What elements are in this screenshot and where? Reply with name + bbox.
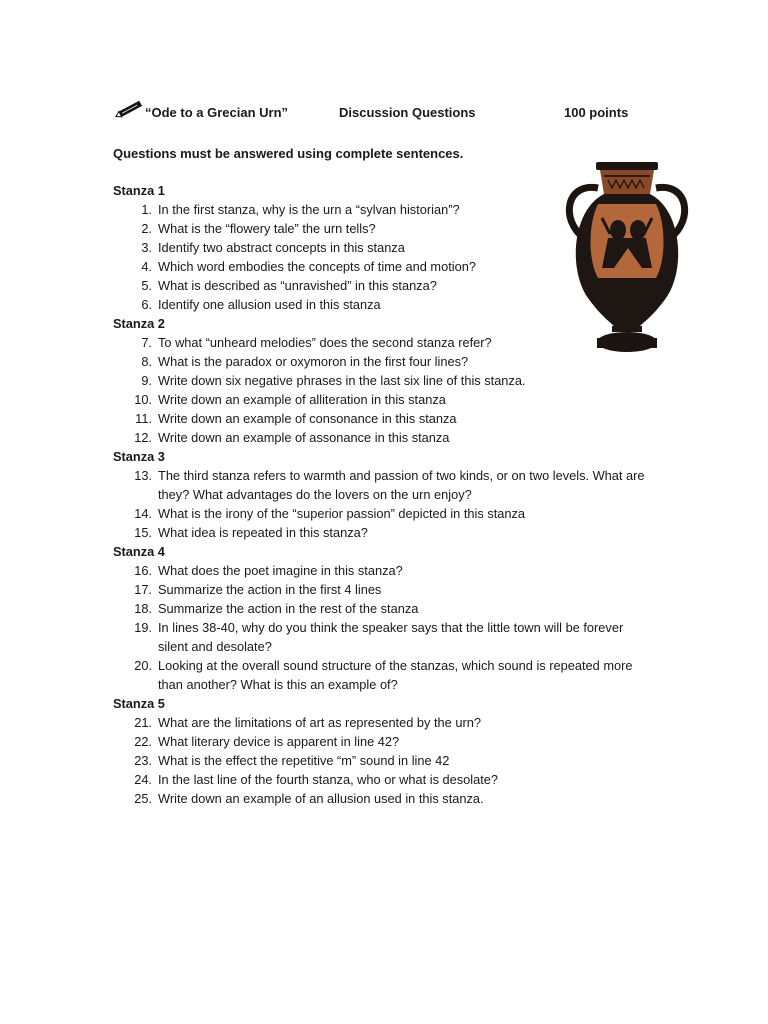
pencil-icon xyxy=(113,97,147,121)
question-number: 19. xyxy=(134,620,152,635)
question-number: 5. xyxy=(141,278,152,293)
question-text: In the first stanza, why is the urn a “sylvan historian”? xyxy=(158,202,460,217)
question-number: 24. xyxy=(134,772,152,787)
question-number: 15. xyxy=(134,525,152,540)
question-text: Identify two abstract concepts in this stanza xyxy=(158,240,405,255)
question-item xyxy=(113,656,653,694)
worksheet-subtitle: Discussion Questions xyxy=(339,105,476,120)
instructions: Questions must be answered using complete sentences. xyxy=(113,146,464,161)
question-number: 2. xyxy=(141,221,152,236)
question-text: What is the irony of the “superior passion” depicted in this stanza xyxy=(158,506,526,521)
question-text: Summarize the action in the first 4 lines xyxy=(158,582,382,597)
stanza-heading: Stanza 4 xyxy=(113,544,165,559)
question-number: 22. xyxy=(134,734,152,749)
points-label: 100 points xyxy=(564,105,629,120)
question-text: Which word embodies the concepts of time and motion? xyxy=(158,259,476,274)
question-number: 23. xyxy=(134,753,152,768)
question-item xyxy=(113,371,653,390)
question-text: What literary device is apparent in line 42? xyxy=(158,734,400,749)
stanza-heading: Stanza 2 xyxy=(113,316,165,331)
question-item xyxy=(113,770,653,789)
question-item xyxy=(113,409,653,428)
question-text: What are the limitations of art as represented by the urn? xyxy=(158,715,481,730)
question-item xyxy=(113,561,653,580)
question-text: Summarize the action in the rest of the stanza xyxy=(158,601,419,616)
stanza-heading: Stanza 3 xyxy=(113,449,165,464)
question-number: 14. xyxy=(134,506,152,521)
question-number: 21. xyxy=(134,715,152,730)
question-item xyxy=(113,751,653,770)
greek-urn-image xyxy=(558,160,696,356)
question-text: Write down an example of an allusion used in this stanza. xyxy=(158,791,484,806)
question-text: Write down an example of consonance in this stanza xyxy=(158,411,457,426)
question-text: What is the “flowery tale” the urn tells? xyxy=(158,221,376,236)
question-text: What idea is repeated in this stanza? xyxy=(158,525,368,540)
question-number: 20. xyxy=(134,658,152,673)
question-text: Looking at the overall sound structure of the stanzas, which sound is repeated more than another? What is this an example of? xyxy=(158,658,633,692)
question-item xyxy=(113,618,653,656)
question-number: 18. xyxy=(134,601,152,616)
question-number: 10. xyxy=(134,392,152,407)
question-number: 9. xyxy=(141,373,152,388)
question-number: 1. xyxy=(141,202,152,217)
question-text: To what “unheard melodies” does the second stanza refer? xyxy=(158,335,492,350)
question-number: 17. xyxy=(134,582,152,597)
question-item xyxy=(113,523,653,542)
question-text: What is the effect the repetitive “m” sound in line 42 xyxy=(158,753,450,768)
question-text: Identify one allusion used in this stanza xyxy=(158,297,381,312)
worksheet-title: “Ode to a Grecian Urn” xyxy=(145,105,289,120)
question-text: In the last line of the fourth stanza, who or what is desolate? xyxy=(158,772,499,787)
stanza-heading: Stanza 1 xyxy=(113,183,165,198)
question-item xyxy=(113,732,653,751)
question-text: What is the paradox or oxymoron in the first four lines? xyxy=(158,354,469,369)
question-text: Write down an example of assonance in this stanza xyxy=(158,430,450,445)
question-item xyxy=(113,789,653,808)
question-text: Write down an example of alliteration in this stanza xyxy=(158,392,446,407)
question-number: 25. xyxy=(134,791,152,806)
question-number: 12. xyxy=(134,430,152,445)
question-number: 4. xyxy=(141,259,152,274)
question-item xyxy=(113,428,653,447)
question-number: 6. xyxy=(141,297,152,312)
stanza-heading: Stanza 5 xyxy=(113,696,165,711)
question-text: What is described as “unravished” in this stanza? xyxy=(158,278,437,293)
question-item xyxy=(113,466,653,504)
question-text: What does the poet imagine in this stanza? xyxy=(158,563,403,578)
question-number: 8. xyxy=(141,354,152,369)
question-item xyxy=(113,580,653,599)
question-number: 3. xyxy=(141,240,152,255)
question-number: 11. xyxy=(135,411,152,426)
question-text: Write down six negative phrases in the last six line of this stanza. xyxy=(158,373,526,388)
question-item xyxy=(113,390,653,409)
question-item xyxy=(113,713,653,732)
question-item xyxy=(113,599,653,618)
question-number: 7. xyxy=(141,335,152,350)
question-text: In lines 38-40, why do you think the speaker says that the little town will be forever silent and desolate? xyxy=(158,620,624,654)
header xyxy=(113,103,653,123)
question-item xyxy=(113,504,653,523)
question-text: The third stanza refers to warmth and passion of two kinds, or on two levels. What are they? What advantages do the lovers on the urn enjoy? xyxy=(158,468,645,502)
question-number: 16. xyxy=(134,563,152,578)
question-number: 13. xyxy=(134,468,152,483)
